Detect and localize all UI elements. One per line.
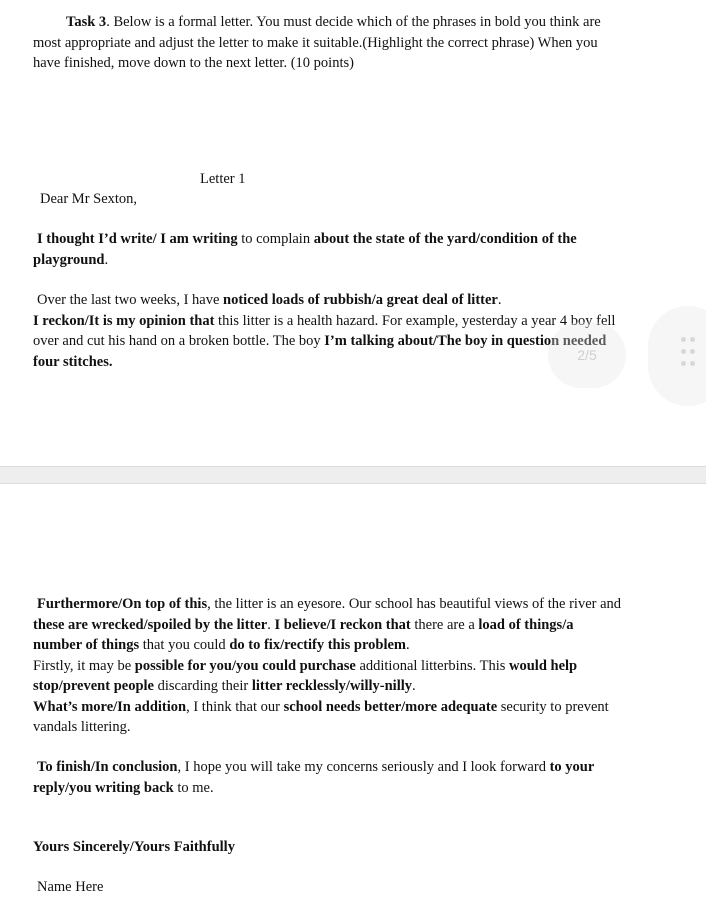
phrase-choice: What’s more/In addition	[33, 698, 187, 715]
phrase-choice: litter recklessly/willy-nilly	[251, 678, 412, 694]
task-instructions	[33, 12, 623, 74]
phrase-choice: about the state of the yard/condition of the playground	[33, 231, 577, 268]
letter-paragraph-4	[33, 757, 623, 798]
task-label: Task 3	[66, 14, 107, 30]
text-run: discarding their	[153, 678, 252, 694]
page-indicator: 2/5	[548, 322, 626, 388]
text-run: , I hope you will take my concerns seriously and I look forward	[177, 759, 550, 775]
signature-name: Name Here	[37, 879, 104, 895]
text-run: Over the last two weeks, I have	[37, 292, 224, 308]
text-run: additional litterbins. This	[355, 657, 509, 674]
letter-title: Letter 1	[200, 171, 246, 187]
text-run: to complain	[237, 231, 314, 247]
text-run: , I think that our	[186, 698, 284, 715]
phrase-choice: would help stop/prevent people	[33, 657, 578, 694]
phrase-choice: I reckon/It is my opinion that	[33, 312, 215, 329]
letter-paragraph-3	[33, 594, 623, 738]
text-run: .	[497, 292, 502, 308]
letter-paragraph-2	[33, 290, 623, 372]
text-run: Firstly, it may be	[33, 657, 135, 674]
text-run: to me.	[173, 779, 214, 796]
phrase-choice: Furthermore/On top of this	[37, 596, 208, 612]
phrase-choice: these are wrecked/spoiled by the litter	[33, 616, 268, 633]
phrase-choice: load of things/a number of things	[33, 616, 574, 653]
text-run: that you could	[139, 637, 230, 653]
text-run: .	[405, 637, 410, 653]
text-run: .	[267, 616, 275, 633]
salutation: Dear Mr Sexton,	[40, 191, 138, 207]
text-run: there are a	[410, 616, 479, 633]
text-run: .	[104, 251, 109, 268]
phrase-choice: to your reply/you writing back	[33, 759, 595, 796]
text-run: security to prevent vandals littering.	[33, 698, 609, 735]
text-run: this litter is a health hazard. For example, yesterday a year 4 boy fell over and cut his hand on a broken bottle. The boy	[33, 312, 616, 349]
phrase-choice: noticed loads of rubbish/a great deal of litter	[223, 292, 498, 308]
text-run: .	[412, 678, 416, 694]
drag-handle-icon[interactable]	[681, 337, 699, 373]
phrase-choice: I thought I’d write/ I am writing	[37, 231, 238, 247]
page-separator	[0, 466, 706, 484]
document-page-2	[0, 484, 706, 898]
phrase-choice: possible for you/you could purchase	[134, 657, 356, 674]
phrase-choice: do to fix/rectify this problem	[229, 637, 406, 653]
phrase-choice: To finish/In conclusion	[37, 759, 178, 775]
sign-off: Yours Sincerely/Yours Faithfully	[33, 839, 235, 855]
letter-paragraph-1	[33, 229, 623, 270]
phrase-choice: school needs better/more adequate	[283, 698, 498, 715]
task-text: . Below is a formal letter. You must decide which of the phrases in bold you think are most appropriate and adjust the letter to make it suitable.(Highlight the correct phrase) When you have finished, move down to the next letter. (10 points)	[33, 14, 601, 71]
phrase-choice: I believe/I reckon that	[274, 616, 411, 633]
text-run: , the litter is an eyesore. Our school has beautiful views of the river and	[207, 596, 622, 612]
phrase-choice: I’m talking about/The boy in question needed four stitches.	[33, 333, 607, 370]
